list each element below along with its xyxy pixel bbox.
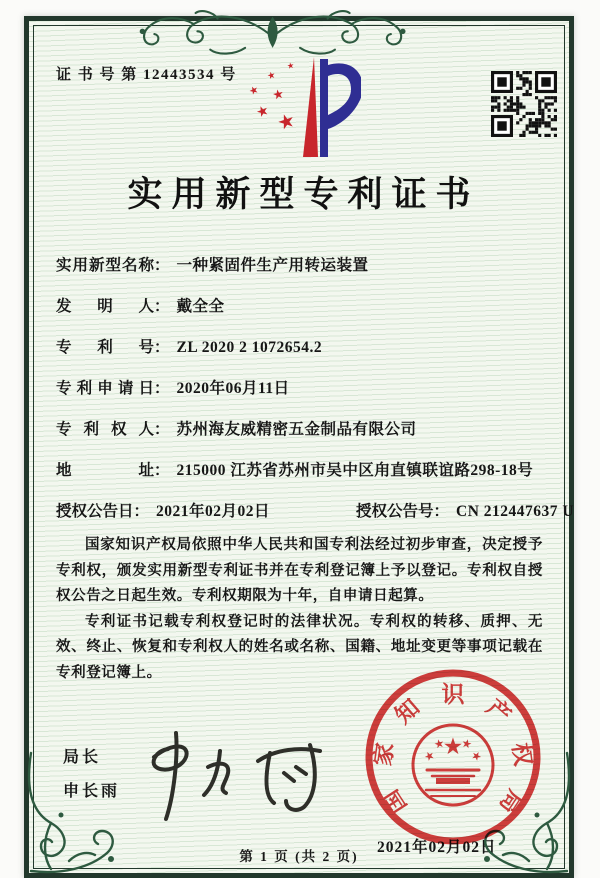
- page-footer: 第 1 页 (共 2 页): [239, 849, 359, 864]
- field-row-patentee: [56, 419, 545, 460]
- svg-text:★: ★: [423, 749, 437, 764]
- certificate-title: 实用新型专利证书: [127, 175, 480, 214]
- grant-number-label: 授权公告号: [356, 503, 434, 520]
- corner-ornament-left: [27, 749, 131, 875]
- svg-text:★: ★: [254, 102, 271, 120]
- national-emblem-icon: [413, 725, 493, 805]
- field-colon: ：: [154, 298, 170, 315]
- field-colon: ：: [154, 421, 170, 438]
- top-scroll-ornament: [108, 4, 438, 66]
- field-row-patent-number: [56, 337, 545, 378]
- signature-handwriting-icon: [124, 723, 339, 828]
- svg-text:权: 权: [507, 741, 536, 768]
- svg-text:★: ★: [469, 749, 483, 764]
- field-value: ZL 2020 2 1072654.2: [176, 339, 323, 356]
- svg-text:★: ★: [286, 61, 295, 71]
- legal-text: [56, 533, 543, 686]
- grant-date-label: 授权公告日: [56, 503, 134, 520]
- certificate-number: 证 书 号 第 12443534 号: [56, 67, 237, 83]
- svg-text:★: ★: [272, 88, 285, 102]
- certificate-fields: [56, 255, 575, 542]
- cnipa-logo: [241, 53, 361, 163]
- legal-paragraph-2: 专利证书记载专利权登记时的法律状况。专利权的转移、质押、无效、终止、恢复和专利权人的姓名或名称、国籍、地址变更等事项记载在专利登记簿上。: [56, 613, 543, 681]
- field-colon: ：: [154, 339, 170, 356]
- field-row-name: [56, 255, 545, 296]
- svg-text:知: 知: [390, 694, 425, 729]
- svg-text:★: ★: [276, 110, 297, 134]
- legal-paragraph-1: 国家知识产权局依照中华人民共和国专利法经过初步审查，决定授予专利权，颁发实用新型专利证书并在专利登记簿上予以登记。专利权自授权公告之日起生效。专利权期限为十年，自申请日起算。: [56, 537, 543, 604]
- field-colon: ：: [133, 503, 150, 520]
- official-seal: [363, 667, 543, 847]
- grant-date-value: 2021年02月02日: [156, 503, 271, 520]
- field-label: 专利权人: [56, 421, 154, 438]
- field-value: 一种紧固件生产用转运装置: [176, 257, 369, 274]
- svg-text:★: ★: [266, 70, 276, 81]
- svg-text:局: 局: [494, 785, 529, 819]
- svg-text:产: 产: [481, 694, 516, 729]
- field-value: 戴全全: [176, 298, 225, 315]
- field-label: 实用新型名称: [56, 257, 154, 274]
- field-value: 苏州海友威精密五金制品有限公司: [176, 421, 417, 438]
- field-label: 地址: [56, 462, 154, 479]
- field-row-filing-date: [56, 378, 545, 419]
- svg-text:家: 家: [370, 741, 399, 768]
- field-row-address: [56, 460, 545, 501]
- signer-name: 申长雨: [63, 783, 121, 800]
- field-row-inventor: [56, 296, 545, 337]
- field-colon: ：: [433, 503, 450, 520]
- field-colon: ：: [154, 380, 170, 397]
- field-value: 2020年06月11日: [176, 380, 290, 397]
- svg-text:国: 国: [377, 785, 412, 819]
- svg-text:★: ★: [433, 738, 446, 751]
- signer-title: 局长: [63, 749, 102, 766]
- svg-text:识: 识: [441, 682, 465, 707]
- grant-date-stamp: 2021年02月02日: [377, 839, 497, 856]
- field-value: 215000 江苏省苏州市吴中区甪直镇联谊路298-18号: [176, 462, 534, 479]
- svg-text:★: ★: [247, 84, 260, 97]
- field-colon: ：: [154, 257, 170, 274]
- svg-text:★: ★: [460, 738, 473, 751]
- field-label: 专利号: [56, 339, 154, 356]
- patent-certificate: [24, 16, 574, 878]
- grant-number-group: [356, 501, 574, 523]
- field-label: 发明人: [56, 298, 154, 315]
- grant-number-value: CN 212447637 U: [456, 503, 575, 520]
- field-label: 专利申请日: [56, 380, 154, 397]
- field-colon: ：: [154, 462, 170, 479]
- qr-code: [491, 71, 557, 137]
- svg-text:★: ★: [444, 736, 462, 758]
